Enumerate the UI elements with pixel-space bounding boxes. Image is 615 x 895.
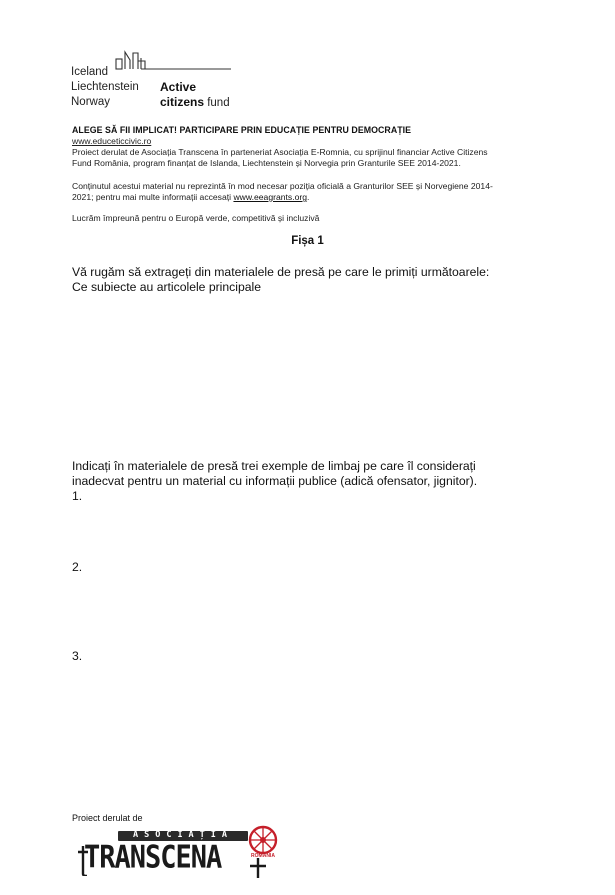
footer-label: Proiect derulat de [72, 813, 143, 823]
question-line1: Indicați în materialele de presă trei exemple de limbaj pe care îl considerați [72, 459, 476, 473]
answer-item-2: 2. [72, 560, 83, 574]
disclaimer-end: . [307, 192, 310, 202]
transcena-banner-text: ASOCIAȚIA [132, 830, 234, 840]
logo-fund-active: Active [160, 80, 197, 94]
question-line2: inadecvat pentru un material cu informații publice (adică ofensator, jignitor). [72, 474, 478, 488]
donor-logo-mark [115, 50, 235, 72]
logo-country-iceland: Iceland [71, 66, 109, 78]
logo-fund-citizens-bold: citizens [160, 95, 205, 109]
instruction-line1: Vă rugăm să extrageți din materialele de presă pe care le primiți următoarele: [72, 265, 490, 279]
instruction-line2: Ce subiecte au articolele principale [72, 280, 262, 294]
disclaimer-line1: Conținutul acestui material nu reprezintă în mod necesar poziția oficială a Granturilor SEE și Norvegiene 2014- [72, 181, 493, 191]
logo-fund-citizens [160, 95, 230, 111]
project-description-line1: Proiect derulat de Asociația Transcena în parteneriat Asociația E-Romnia, cu sprijinul financiar Active Citizens [72, 147, 488, 157]
transcena-tail-icon [246, 858, 270, 880]
disclaimer-text: 2021; pentru mai multe informații accesați [72, 192, 234, 202]
logo-country-liechtenstein: Liechtenstein [71, 81, 139, 93]
project-description-line2: Fund România, program finanțat de Islanda, Liechtenstein și Norvegia prin Granturile SEE 2014-2021. [72, 158, 461, 168]
answer-item-3: 3. [72, 649, 83, 663]
project-heading: ALEGE SĂ FII IMPLICAT! PARTICIPARE PRIN EDUCAȚIE PENTRU DEMOCRAȚIE [72, 125, 412, 135]
logo-country-norway: Norway [71, 96, 110, 108]
transcena-cross-icon [76, 846, 90, 876]
worksheet-title: Fișa 1 [291, 235, 324, 247]
eeagrants-link[interactable]: www.eeagrants.org [233, 192, 308, 202]
transcena-logo [76, 824, 286, 882]
tagline: Lucrăm împreună pentru o Europă verde, competitivă și incluzivă [72, 213, 320, 223]
website-link[interactable]: www.educeticcivic.ro [72, 136, 152, 146]
disclaimer-line2 [72, 192, 309, 203]
roma-badge-label: ROMANIA [251, 853, 275, 859]
active-citizens-fund-logo [71, 50, 241, 110]
answer-item-1: 1. [72, 489, 83, 503]
logo-fund-word: fund [204, 97, 230, 109]
transcena-wordmark: TRANSCENA [84, 840, 222, 876]
